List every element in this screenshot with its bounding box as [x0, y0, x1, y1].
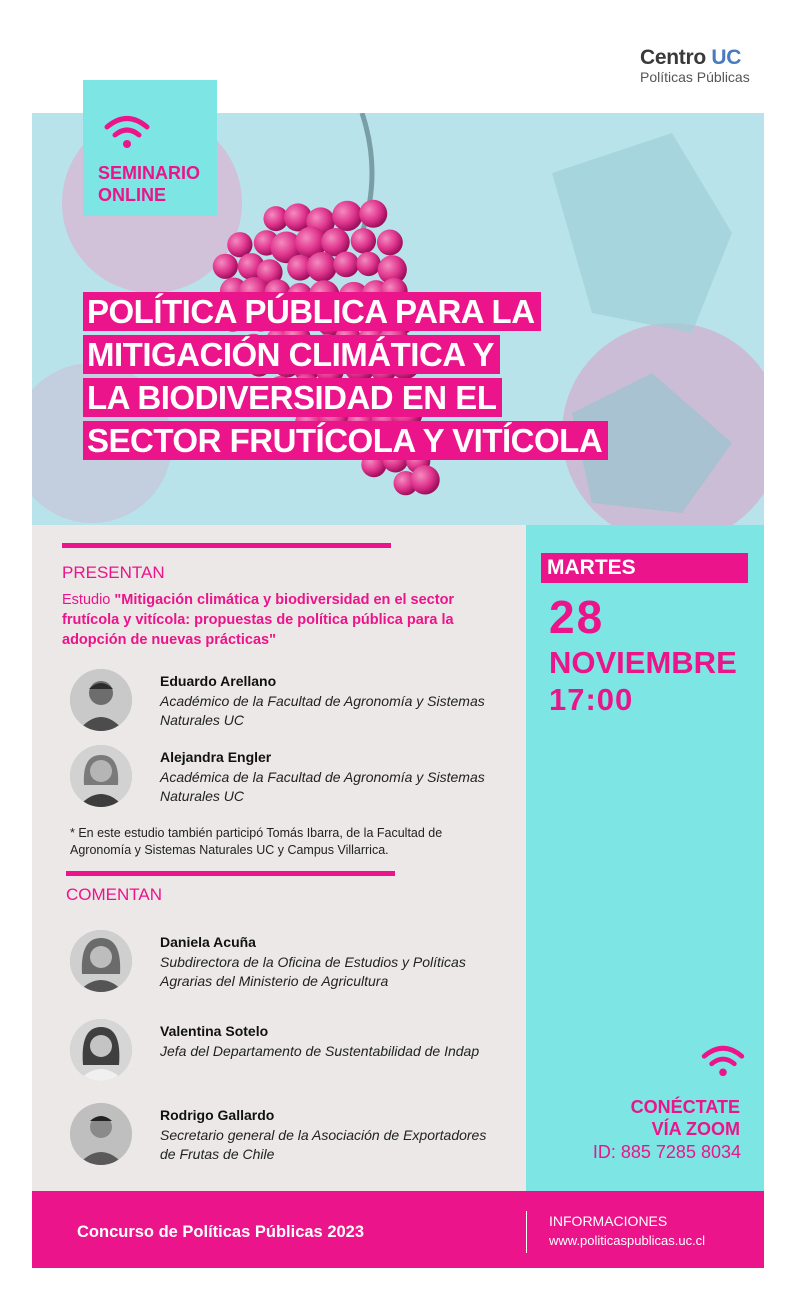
- zoom-connect-label: CONÉCTATE VÍA ZOOM: [630, 1097, 740, 1139]
- grape: [377, 230, 403, 256]
- study-note: * En este estudio también participó Tomás Ibarra, de la Facultad de Agronomía y Sistemas Naturales UC y Campus Villarrica.: [70, 826, 443, 857]
- title-line: POLÍTICA PÚBLICA PARA LA: [83, 292, 541, 331]
- logo-subtitle: Políticas Públicas: [640, 69, 750, 85]
- avatar: [70, 1019, 132, 1081]
- event-date: 28: [549, 591, 605, 643]
- wifi-icon: [103, 114, 151, 155]
- grape: [333, 251, 359, 277]
- footer-bar: [32, 1191, 764, 1268]
- section-divider: [66, 871, 395, 876]
- person-role: Académico de la Facultad de Agronomía y Sistemas Naturales UC: [160, 693, 485, 728]
- comentan-heading: COMENTAN: [66, 885, 163, 904]
- person-name: Valentina Sotelo: [160, 1023, 269, 1039]
- section-divider: [62, 543, 391, 548]
- study-title: "Mitigación climática y biodiversidad en el sector frutícola y vitícola: propuestas de política pública para la adopción de nuevas prácticas": [62, 592, 455, 648]
- grape: [356, 252, 380, 276]
- avatar: [70, 669, 132, 731]
- footer-divider: [526, 1211, 527, 1253]
- person-role: Secretario general de la Asociación de Exportadores de Frutas de Chile: [160, 1127, 487, 1162]
- study-prefix: Estudio: [62, 592, 115, 608]
- avatar: [70, 930, 132, 992]
- person-role: Jefa del Departamento de Sustentabilidad de Indap: [160, 1043, 480, 1059]
- logo-main: Centro UC: [640, 46, 742, 69]
- person-name: Alejandra Engler: [160, 749, 272, 765]
- grape: [410, 465, 439, 494]
- event-day: MARTES: [541, 553, 748, 583]
- grape: [213, 254, 238, 279]
- info-label: INFORMACIONES: [549, 1213, 668, 1229]
- event-time: 17:00: [549, 682, 634, 717]
- person-name: Daniela Acuña: [160, 934, 256, 950]
- seminar-badge: [83, 80, 217, 216]
- title-line: MITIGACIÓN CLIMÁTICA Y: [83, 335, 500, 374]
- title-line: LA BIODIVERSIDAD EN EL: [83, 378, 502, 417]
- centro-uc-logo: [640, 46, 750, 85]
- info-link[interactable]: www.politicaspublicas.uc.cl: [549, 1233, 706, 1248]
- grape: [351, 228, 376, 253]
- person-name: Rodrigo Gallardo: [160, 1107, 275, 1123]
- grape: [332, 201, 362, 231]
- grape: [359, 200, 387, 228]
- person-role: Académica de la Facultad de Agronomía y Sistemas Naturales UC: [160, 769, 485, 804]
- zoom-meeting-id[interactable]: ID: 885 7285 8034: [592, 1142, 741, 1162]
- grape: [307, 252, 337, 282]
- wifi-icon: [700, 1044, 746, 1083]
- person-name: Eduardo Arellano: [160, 673, 277, 689]
- avatar: [70, 1103, 132, 1165]
- person-role: Subdirectora de la Oficina de Estudios y Políticas Agrarias del Ministerio de Agricultura: [160, 954, 466, 989]
- avatar: [70, 745, 132, 807]
- event-title: [83, 292, 603, 464]
- presentan-heading: PRESENTAN: [62, 563, 165, 582]
- study-description: [62, 590, 462, 650]
- contest-label: Concurso de Políticas Públicas 2023: [77, 1223, 365, 1241]
- title-line: SECTOR FRUTÍCOLA Y VITÍCOLA: [83, 421, 608, 460]
- badge-text: SEMINARIO ONLINE: [98, 163, 201, 205]
- event-month: NOVIEMBRE: [549, 645, 737, 680]
